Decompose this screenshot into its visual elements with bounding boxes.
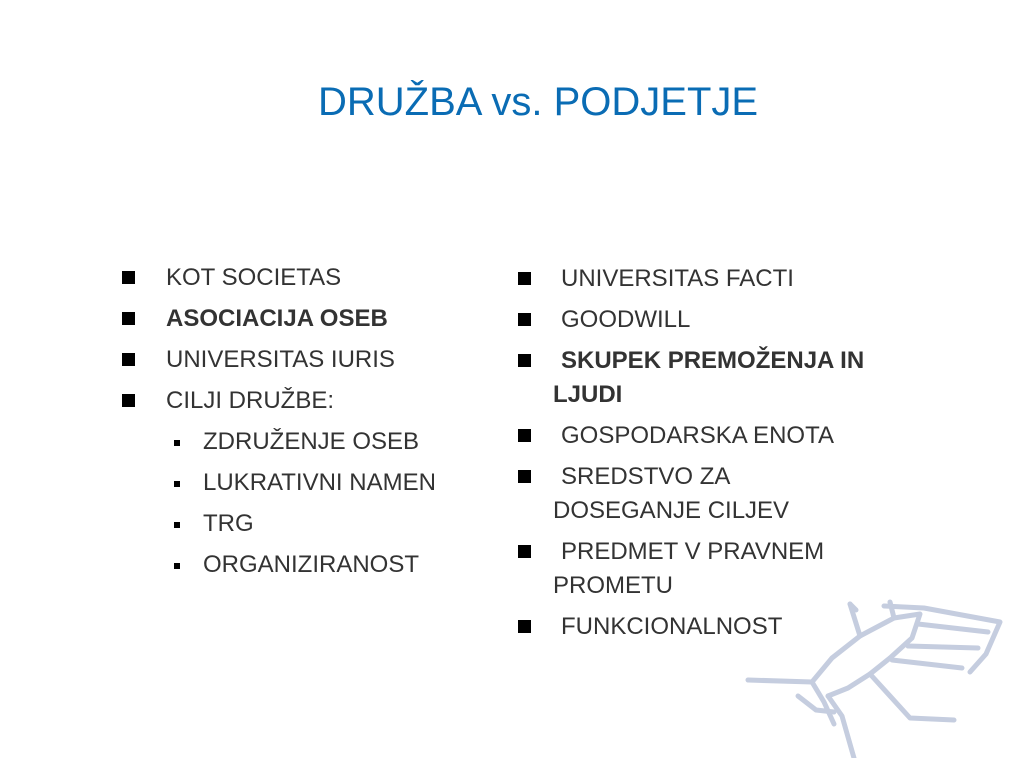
slide-title: DRUŽBA vs. PODJETJE: [318, 80, 759, 124]
winged-hand-logo-icon: [742, 598, 1004, 758]
small-square-bullet-icon: [174, 481, 180, 487]
list-item: [122, 261, 502, 295]
list-item-text: GOODWILL: [561, 306, 691, 333]
list-item: [122, 343, 502, 377]
square-bullet-icon: [518, 313, 531, 326]
square-bullet-icon: [122, 353, 135, 366]
square-bullet-icon: [122, 312, 135, 325]
sub-list-item: [122, 548, 502, 582]
small-square-bullet-icon: [174, 440, 180, 446]
sub-list-item-text: ORGANIZIRANOST: [203, 551, 420, 578]
list-item: [518, 460, 818, 528]
sub-list-item-text: LUKRATIVNI NAMEN: [203, 469, 436, 496]
sub-list-item-text: TRG: [203, 510, 254, 537]
sub-list-item: [122, 425, 502, 459]
list-item-text: SREDSTVO ZA DOSEGANJE CILJEV: [553, 463, 790, 524]
sub-list-item: [122, 507, 502, 541]
list-item-text: ASOCIACIJA OSEB: [166, 305, 388, 332]
list-item-text: SKUPEK PREMOŽENJA IN LJUDI: [553, 347, 865, 408]
list-item: [122, 384, 502, 418]
list-item-text: UNIVERSITAS IURIS: [166, 346, 395, 373]
list-item-text: CILJI DRUŽBE:: [166, 387, 335, 414]
list-item: [518, 535, 898, 603]
list-item-text: FUNKCIONALNOST: [561, 613, 783, 640]
square-bullet-icon: [518, 620, 531, 633]
right-bullet-list: [518, 262, 938, 651]
list-item-text: PREDMET V PRAVNEM PROMETU: [553, 538, 825, 599]
square-bullet-icon: [518, 272, 531, 285]
left-bullet-list: [122, 261, 502, 589]
small-square-bullet-icon: [174, 522, 180, 528]
square-bullet-icon: [122, 271, 135, 284]
list-item: [518, 303, 938, 337]
list-item-text: KOT SOCIETAS: [166, 264, 342, 291]
list-item-text: UNIVERSITAS FACTI: [561, 265, 794, 292]
square-bullet-icon: [518, 545, 531, 558]
square-bullet-icon: [122, 394, 135, 407]
small-square-bullet-icon: [174, 563, 180, 569]
list-item-text: GOSPODARSKA ENOTA: [561, 422, 834, 449]
square-bullet-icon: [518, 354, 531, 367]
list-item: [518, 419, 938, 453]
list-item: [518, 262, 938, 296]
square-bullet-icon: [518, 470, 531, 483]
list-item: [122, 302, 502, 336]
sub-list-item: [122, 466, 502, 500]
sub-list-item-text: ZDRUŽENJE OSEB: [203, 428, 420, 455]
list-item: [518, 344, 923, 412]
square-bullet-icon: [518, 429, 531, 442]
